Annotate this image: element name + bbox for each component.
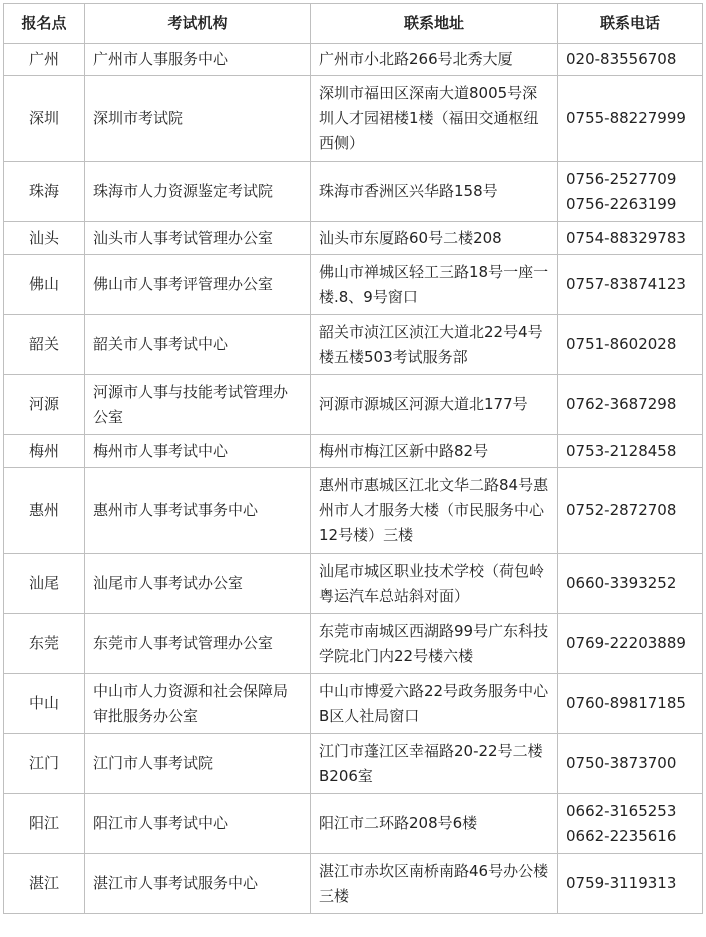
exam-contacts-table (3, 3, 703, 914)
registration-site-cell: 珠海 (4, 162, 85, 222)
contact-address-cell: 韶关市浈江区浈江大道北22号4号楼五楼503考试服务部 (311, 315, 558, 375)
registration-site-cell: 阳江 (4, 794, 85, 854)
table-row (4, 794, 703, 854)
table-row (4, 375, 703, 435)
phone-number: 0751-8602028 (566, 335, 677, 353)
exam-agency-cell: 汕头市人事考试管理办公室 (85, 222, 311, 255)
phone-number: 020-83556708 (566, 50, 677, 68)
table-row (4, 674, 703, 734)
contact-phone-cell (558, 435, 703, 468)
registration-site-cell: 中山 (4, 674, 85, 734)
phone-number: 0752-2872708 (566, 501, 677, 519)
table-header-row (4, 4, 703, 44)
registration-site-cell: 东莞 (4, 614, 85, 674)
exam-agency-cell: 佛山市人事考评管理办公室 (85, 255, 311, 315)
exam-agency-cell: 湛江市人事考试服务中心 (85, 854, 311, 914)
contact-address-cell: 东莞市南城区西湖路99号广东科技学院北门内22号楼六楼 (311, 614, 558, 674)
registration-site-cell: 梅州 (4, 435, 85, 468)
exam-agency-cell: 梅州市人事考试中心 (85, 435, 311, 468)
contact-address-cell: 中山市博爱六路22号政务服务中心B区人社局窗口 (311, 674, 558, 734)
registration-site-cell: 河源 (4, 375, 85, 435)
registration-site-cell: 深圳 (4, 76, 85, 162)
contact-phone-cell (558, 76, 703, 162)
exam-agency-cell: 中山市人力资源和社会保障局审批服务办公室 (85, 674, 311, 734)
table-row (4, 468, 703, 554)
contact-address-cell: 佛山市禅城区轻工三路18号一座一楼.8、9号窗口 (311, 255, 558, 315)
contact-phone-cell (558, 674, 703, 734)
table-row (4, 554, 703, 614)
table-row (4, 315, 703, 375)
exam-agency-cell: 深圳市考试院 (85, 76, 311, 162)
registration-site-cell: 韶关 (4, 315, 85, 375)
exam-agency-cell: 广州市人事服务中心 (85, 44, 311, 76)
contact-phone-cell (558, 222, 703, 255)
contact-address-cell: 阳江市二环路208号6楼 (311, 794, 558, 854)
exam-agency-cell: 河源市人事与技能考试管理办公室 (85, 375, 311, 435)
contact-phone-cell (558, 554, 703, 614)
contact-phone-cell (558, 734, 703, 794)
phone-number: 0756-2263199 (566, 194, 677, 213)
exam-agency-cell: 珠海市人力资源鉴定考试院 (85, 162, 311, 222)
contact-address-cell: 广州市小北路266号北秀大厦 (311, 44, 558, 76)
contact-address-cell: 珠海市香洲区兴华路158号 (311, 162, 558, 222)
contact-phone-cell (558, 315, 703, 375)
table-row (4, 44, 703, 76)
column-header-registration-site: 报名点 (4, 4, 85, 44)
registration-site-cell: 汕尾 (4, 554, 85, 614)
registration-site-cell: 江门 (4, 734, 85, 794)
registration-site-cell: 湛江 (4, 854, 85, 914)
contact-phone-cell (558, 375, 703, 435)
table-row (4, 614, 703, 674)
column-header-contact-phone: 联系电话 (558, 4, 703, 44)
contact-phone-cell (558, 794, 703, 854)
exam-agency-cell: 韶关市人事考试中心 (85, 315, 311, 375)
registration-site-cell: 广州 (4, 44, 85, 76)
phone-number: 0756-2527709 (566, 169, 677, 188)
column-header-contact-address: 联系地址 (311, 4, 558, 44)
exam-agency-cell: 汕尾市人事考试办公室 (85, 554, 311, 614)
exam-agency-cell: 惠州市人事考试事务中心 (85, 468, 311, 554)
exam-agency-cell: 阳江市人事考试中心 (85, 794, 311, 854)
contact-address-cell: 汕尾市城区职业技术学校（荷包岭粤运汽车总站斜对面） (311, 554, 558, 614)
table-row (4, 435, 703, 468)
table-row (4, 222, 703, 255)
contact-address-cell: 惠州市惠城区江北文华二路84号惠州市人才服务大楼（市民服务中心12号楼）三楼 (311, 468, 558, 554)
exam-agency-cell: 东莞市人事考试管理办公室 (85, 614, 311, 674)
phone-number: 0769-22203889 (566, 634, 686, 652)
contact-address-cell: 梅州市梅江区新中路82号 (311, 435, 558, 468)
phone-number: 0754-88329783 (566, 228, 686, 247)
phone-number: 0660-3393252 (566, 574, 677, 592)
table-row (4, 854, 703, 914)
registration-site-cell: 惠州 (4, 468, 85, 554)
phone-number: 0759-3119313 (566, 874, 677, 892)
phone-number: 0757-83874123 (566, 275, 686, 293)
column-header-exam-agency: 考试机构 (85, 4, 311, 44)
table-row (4, 734, 703, 794)
phone-number: 0753-2128458 (566, 441, 677, 460)
exam-agency-cell: 江门市人事考试院 (85, 734, 311, 794)
registration-site-cell: 佛山 (4, 255, 85, 315)
phone-number: 0750-3873700 (566, 754, 677, 772)
contact-phone-cell (558, 854, 703, 914)
contact-address-cell: 汕头市东厦路60号二楼208 (311, 222, 558, 255)
table-row (4, 162, 703, 222)
contact-phone-cell (558, 162, 703, 222)
phone-number: 0755-88227999 (566, 109, 686, 127)
phone-number: 0760-89817185 (566, 694, 686, 712)
phone-number: 0662-3165253 (566, 801, 677, 820)
registration-site-cell: 汕头 (4, 222, 85, 255)
table-row (4, 255, 703, 315)
phone-number: 0762-3687298 (566, 395, 677, 413)
contact-phone-cell (558, 468, 703, 554)
contact-phone-cell (558, 614, 703, 674)
table-row (4, 76, 703, 162)
contact-address-cell: 江门市蓬江区幸福路20-22号二楼B206室 (311, 734, 558, 794)
contact-address-cell: 深圳市福田区深南大道8005号深圳人才园裙楼1楼（福田交通枢纽西侧） (311, 76, 558, 162)
contact-address-cell: 湛江市赤坎区南桥南路46号办公楼三楼 (311, 854, 558, 914)
contact-address-cell: 河源市源城区河源大道北177号 (311, 375, 558, 435)
contact-phone-cell (558, 255, 703, 315)
phone-number: 0662-2235616 (566, 826, 677, 845)
contact-phone-cell (558, 44, 703, 76)
